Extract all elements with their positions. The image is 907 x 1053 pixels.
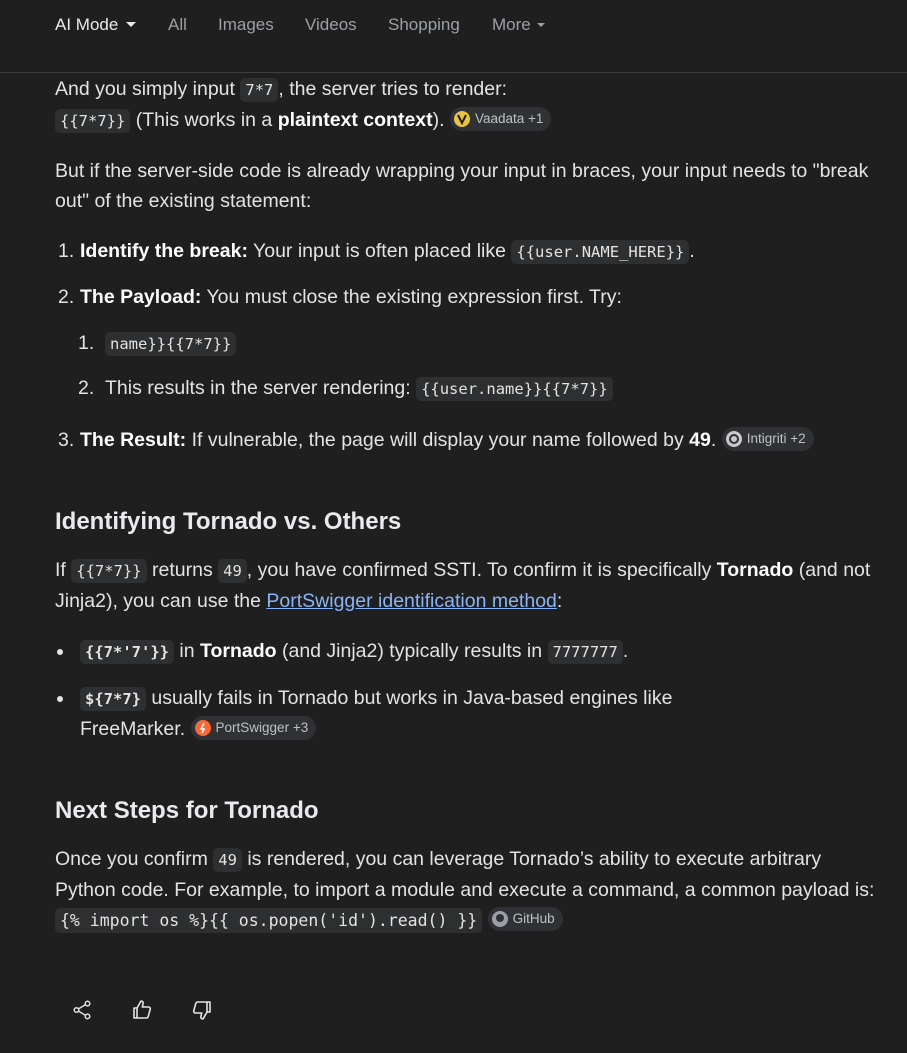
text: You must close the existing expression first. Try: <box>201 286 622 308</box>
bold-text: 49 <box>689 429 711 451</box>
chevron-down-icon <box>126 22 136 27</box>
bold-text: Identify the break: <box>80 240 248 262</box>
chevron-down-icon <box>537 23 545 27</box>
heading-next-steps: Next Steps for Tornado <box>55 797 319 824</box>
inline-code: {{7*7}} <box>71 559 146 583</box>
intigriti-logo-icon <box>726 431 742 447</box>
share-button[interactable] <box>64 992 100 1028</box>
text: ). <box>432 109 445 131</box>
source-chip-portswigger[interactable] <box>191 716 317 740</box>
text: . <box>622 640 629 662</box>
paragraph-confirm-ssti <box>55 555 885 616</box>
bold-text: The Payload: <box>80 286 202 308</box>
text: is rendered, you can leverage Tornado’s ability to execute arbitrary Python code. For example, to import a module and execute a command, a common payload is: <box>55 848 875 901</box>
thumbs-down-button[interactable] <box>184 992 220 1028</box>
paragraph-input-render <box>55 74 885 136</box>
bold-text: Tornado <box>200 640 277 662</box>
tab-videos[interactable]: Videos <box>305 15 357 34</box>
bullet-list <box>55 636 885 744</box>
thumbs-down-icon <box>190 998 214 1022</box>
tab-shopping[interactable]: Shopping <box>388 15 460 34</box>
text: And you simply input <box>55 78 241 100</box>
list-item <box>55 282 885 404</box>
text: , you have confirmed SSTI. To confirm it is specifically <box>246 559 717 581</box>
source-chip-vaadata[interactable] <box>450 107 551 131</box>
search-tabs-bar <box>0 0 907 73</box>
text: (and not Jinja2), you can use the <box>55 559 871 612</box>
inline-code: name}}{{7*7}} <box>105 332 236 356</box>
chip-label: GitHub <box>512 910 555 926</box>
paragraph-next-steps <box>55 844 885 936</box>
text: usually fails in Tornado but works in Java-based engines like FreeMarker. <box>80 687 673 740</box>
text: : <box>556 590 563 612</box>
chip-label: Vaadata +1 <box>475 110 544 126</box>
sub-list-item <box>80 328 885 359</box>
inline-code: 49 <box>218 559 247 583</box>
list-number: 1. <box>58 240 75 262</box>
text: Your input is often placed like <box>247 240 512 262</box>
text: (and Jinja2) typically results in <box>276 640 548 662</box>
source-chip-github[interactable] <box>488 907 563 931</box>
text: Once you confirm <box>55 848 214 870</box>
inline-code: {{7*'7'}} <box>80 640 174 664</box>
portswigger-logo-icon <box>195 720 211 736</box>
chip-label: PortSwigger +3 <box>215 719 309 735</box>
bullet-icon <box>57 649 63 655</box>
steps-list <box>55 236 885 455</box>
share-icon <box>71 999 93 1021</box>
inline-code: 7*7 <box>240 78 278 102</box>
list-item <box>55 683 720 744</box>
text: , the server tries to render: <box>278 78 508 100</box>
bold-text: Tornado <box>716 559 794 581</box>
heading-identifying-tornado: Identifying Tornado vs. Others <box>55 508 402 535</box>
text: This results in the server rendering: <box>105 377 417 399</box>
text: If vulnerable, the page will display your name followed by <box>186 429 690 451</box>
text: If <box>55 559 72 581</box>
portswigger-link[interactable]: PortSwigger identification method <box>266 590 557 612</box>
tab-more[interactable] <box>492 14 545 36</box>
inline-code: {% import os %}{{ os.popen('id').read() }} <box>55 908 482 933</box>
paragraph-break-out: But if the server-side code is already wrapping your input in braces, your input needs to "break out" of the existing statement: <box>55 160 869 212</box>
inline-code: 7777777 <box>548 640 623 664</box>
text: . <box>689 240 695 262</box>
tab-all[interactable]: All <box>168 15 187 34</box>
tab-more-label: More <box>492 15 531 34</box>
bold-text: The Result: <box>80 429 187 451</box>
list-item <box>55 236 885 266</box>
list-number: 3. <box>58 429 75 451</box>
ai-answer-content <box>55 73 885 936</box>
text: returns <box>146 559 219 581</box>
text: in <box>174 640 201 662</box>
inline-code: {{user.NAME_HERE}} <box>511 240 689 264</box>
list-number: 2. <box>58 286 75 308</box>
chip-label: Intigriti +2 <box>746 430 806 446</box>
tab-ai-mode[interactable] <box>55 14 136 36</box>
list-number: 2. <box>78 377 95 399</box>
inline-code: 49 <box>213 848 242 872</box>
bold-text: plaintext context <box>277 109 433 131</box>
tab-ai-mode-label: AI Mode <box>55 15 119 34</box>
github-logo-icon <box>492 911 508 927</box>
text: (This works in a <box>130 109 278 131</box>
inline-code: {{7*7}} <box>55 109 130 133</box>
list-item <box>55 425 885 455</box>
thumbs-up-button[interactable] <box>124 992 160 1028</box>
list-item <box>55 636 885 667</box>
tab-images[interactable]: Images <box>218 15 274 34</box>
source-chip-intigriti[interactable] <box>722 427 814 451</box>
inline-code: {{user.name}}{{7*7}} <box>416 377 613 401</box>
list-number: 1. <box>78 332 95 354</box>
vaadata-logo-icon <box>454 111 470 127</box>
text: . <box>710 429 717 451</box>
thumbs-up-icon <box>130 998 154 1022</box>
inline-code: ${7*7} <box>80 687 146 711</box>
sub-list-item <box>80 373 885 404</box>
bullet-icon <box>57 696 63 702</box>
